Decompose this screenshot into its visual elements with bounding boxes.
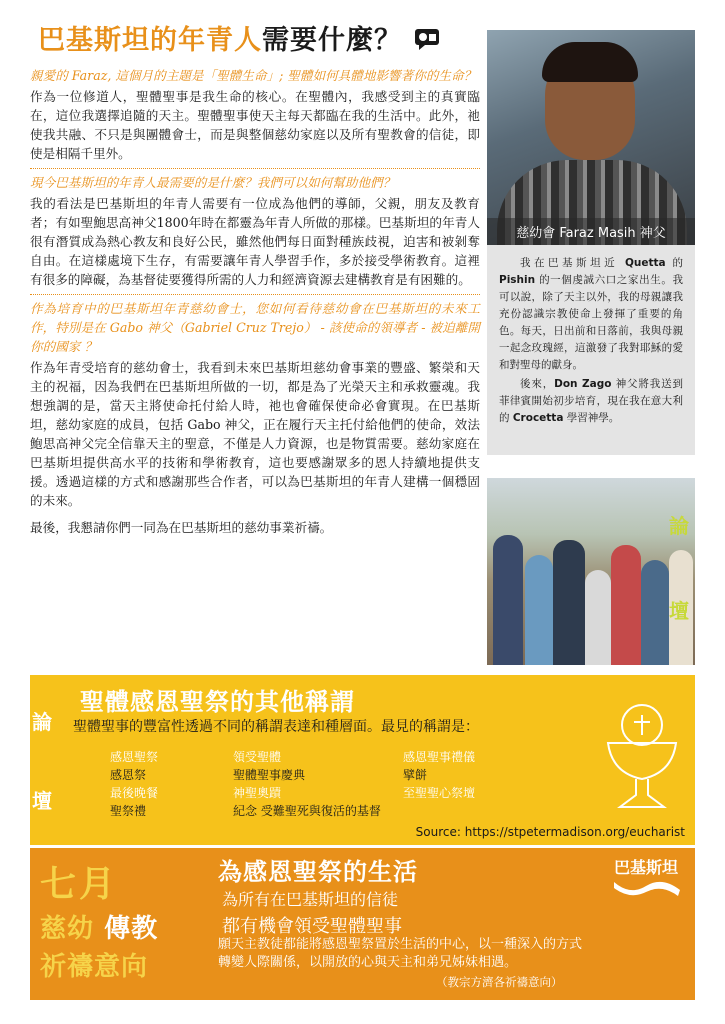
photo-person <box>585 570 611 665</box>
names-column-2 <box>233 748 381 820</box>
eucharist-box-intro: 聖體聖事的豐富性透過不同的稱謂表達和種層面。最見的稱謂是： <box>73 719 479 735</box>
question-3: 作為培育中的巴基斯坦年青慈幼會士，您如何看待慈幼會在巴基斯坦的未來工作，特別是在 Gabo 神父（Gabriel Cruz Trejo） - 該使命的領導者 - 被迫離開你的國家 ？ <box>30 301 480 354</box>
name-item: 紀念 受難聖死與復活的基督 <box>233 804 381 818</box>
title-part1: 巴基斯坦的年青人 <box>38 25 262 56</box>
name-item: 聖體聖事慶典 <box>233 768 306 782</box>
prayer-body: 願天主教徒都能將感恩聖祭置於生活的中心，以一種深入的方式轉變人際關係，以開放的心與天主和弟兄姊妹相遇。 <box>218 937 583 970</box>
portrait-photo <box>487 30 695 245</box>
prayer-month: 七月 <box>40 864 119 905</box>
forum-word-bottom: 壇 <box>669 599 689 623</box>
names-column-1 <box>110 748 158 820</box>
name-item: 最後晚餐 <box>110 786 159 800</box>
forum-word-top: 論 <box>669 514 689 538</box>
name-item: 擘餅 <box>403 768 428 782</box>
prayer-heading-line2 <box>40 908 158 945</box>
prayer-note: （教宗方濟各祈禱意向） <box>436 975 563 989</box>
prayer-title: 為感恩聖祭的生活 <box>218 858 418 886</box>
bio-sidebar <box>487 245 695 455</box>
mission-word: 傳教 <box>104 914 159 944</box>
eucharist-box-title: 聖體感恩聖祭的其他稱謂 <box>80 688 355 716</box>
answer-3: 作為年青受培育的慈幼會士，我看到未來巴基斯坦慈幼會事業的豐盛、繁榮和天主的祝福，因為我們在巴基斯坦所做的一切，都是為了光榮天主和承救靈魂。我想強調的是，當天主將使命托付給人時，祂也會確保使命必會實現。在巴基斯坦，慈幼家庭的成員，包括 Gabo 神父，正在履行天主托付給他們的使命，效法鮑思高神父完全信靠天主的聖意，不僅是人力資源，也是物質需要。慈幼家庭在巴基斯坦提供高水平的技術和學術教育，這也要感謝眾多的恩人持續地提供支援。透過這樣的方式和感謝那些合作者，可以為巴基斯坦的年青人建構一個穩固的未來。 <box>30 360 480 508</box>
prayer-subtitle-1: 為所有在巴基斯坦的信徒 <box>222 890 399 909</box>
photo-person <box>553 540 585 665</box>
names-column-3 <box>403 748 475 802</box>
forum-word-bottom: 壇 <box>32 789 52 813</box>
interview-article <box>30 62 480 537</box>
group-photo <box>487 478 695 665</box>
name-item: 感恩聖事禮儀 <box>403 750 476 764</box>
title-part2: 需要什麼？ <box>262 25 402 56</box>
bio-paragraph-1: 我在巴基斯坦近 Quetta 的 Pishin 的一個虔誠六口之家出生。我可以說，除了天主以外，我的母親讓我充份認識宗教使命上發揮了重要的角色。每天，日出前和日落前，我與母親一起念玫瑰經，這激發了我對耶穌的愛和對聖母的獻身。 <box>499 257 684 371</box>
country-label: 巴基斯坦 <box>614 858 679 877</box>
photo-person <box>525 555 553 665</box>
page-title <box>38 18 440 57</box>
photo-person <box>641 560 669 665</box>
portrait-caption: 慈幼會 Faraz Masih 神父 <box>487 218 695 245</box>
name-item: 感恩祭 <box>110 768 147 782</box>
bio-paragraph-2: 後來，Don Zago 神父將我送到菲律賓開始初步培育，現在我在意大利的 Crocetta 學習神學。 <box>499 378 684 424</box>
question-2: 現今巴基斯坦的年青人最需要的是什麼？我們可以如何幫助他們？ <box>30 175 396 190</box>
brushstroke-icon <box>612 878 682 904</box>
portrait-hair <box>542 42 638 82</box>
answer-2: 我的看法是巴基斯坦的年青人需要有一位成為他們的導師，父親，朋友及教育者；有如聖鮑思高神父1800年時在都靈為年青人所做的那樣。巴基斯坦的年青人很有潛質成為熱心教友和良好公民，雖然他們每日面對種族歧視，迫害和被剝奪自由。在這樣處境下生存，有需要讓年青人學習手作，多於接受學術教育。這裡有很多的障礙，為基督徒要獲得所需的人力和經濟資源去建構教育是有困難的。 <box>30 196 480 287</box>
question-1: 親愛的 Faraz, 這個月的主題是「聖體生命」; 聖體如何具體地影響著你的生命？ <box>30 68 477 83</box>
name-item: 聖祭禮 <box>110 804 147 818</box>
name-item: 至聖聖心祭壇 <box>403 786 476 800</box>
forum-word-top: 論 <box>32 710 52 734</box>
name-item: 神聖奧蹟 <box>233 786 282 800</box>
closing-paragraph: 最後，我懇請你們一同為在巴基斯坦的慈幼事業祈禱。 <box>30 520 333 535</box>
divider <box>30 168 480 169</box>
source-citation: Source: https://stpetermadison.org/eucharist <box>415 825 685 839</box>
photo-person <box>493 535 523 665</box>
photo-person <box>611 545 641 665</box>
speech-bubble-icon <box>414 26 440 57</box>
chalice-icon <box>600 695 685 819</box>
prayer-heading-line3: 祈禱意向 <box>40 952 149 982</box>
name-item: 感恩聖祭 <box>110 750 159 764</box>
answer-1: 作為一位修道人，聖體聖事是我生命的核心。在聖體內，我感受到主的真實臨在，這位我選擇追隨的天主。聖體聖事使天主每天都臨在我的生活中。此外，祂使我共融、不只是與團體會士，而是與整個慈幼家庭以及所有聖教會的信徒，即使是相隔千里外。 <box>30 89 480 161</box>
name-item: 領受聖體 <box>233 750 282 764</box>
divider <box>30 294 480 295</box>
salesian-word: 慈幼 <box>40 914 95 944</box>
prayer-subtitle-2: 都有機會領受聖體聖事 <box>222 916 402 937</box>
